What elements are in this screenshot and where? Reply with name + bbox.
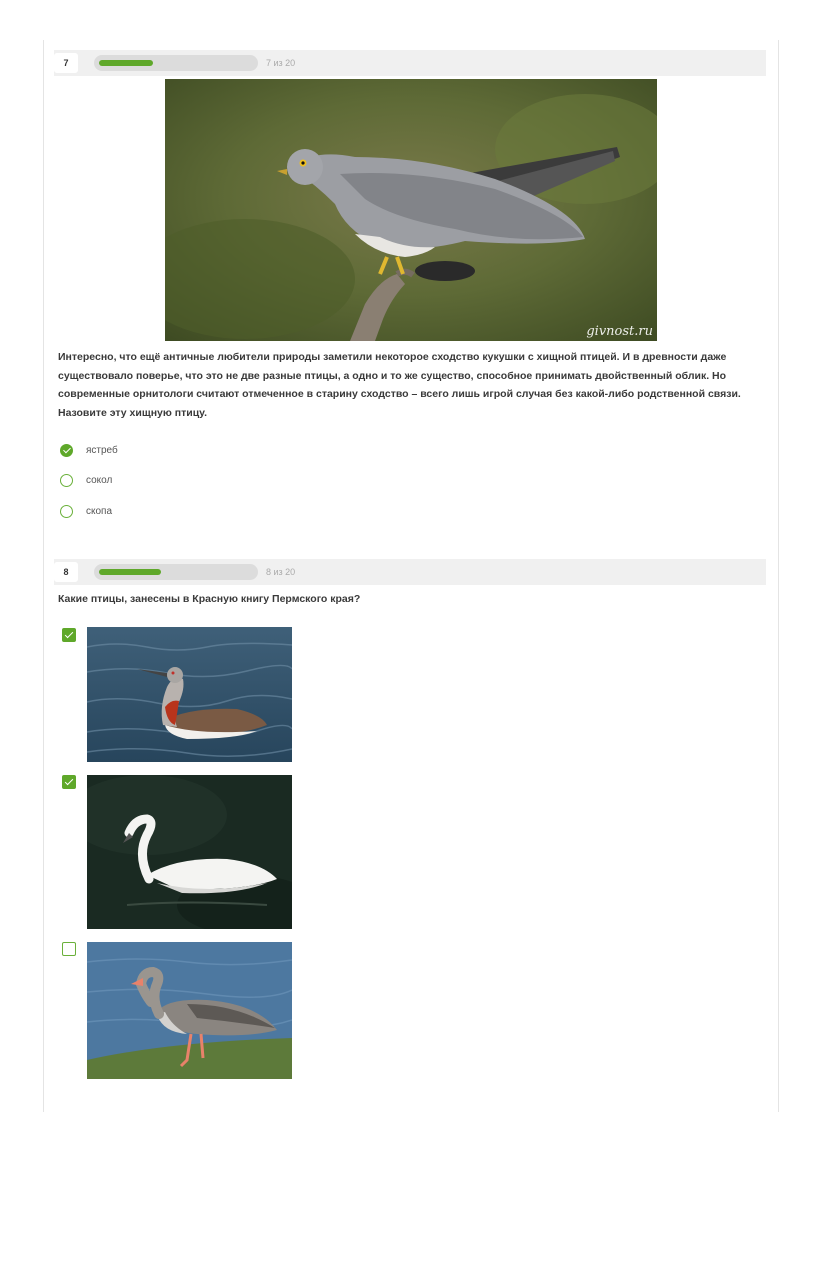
- progress-track: [94, 55, 258, 71]
- question-7-header: [54, 50, 766, 76]
- radio-icon[interactable]: [60, 474, 73, 487]
- option-falcon[interactable]: [60, 470, 112, 490]
- question-counter: 8 из 20: [266, 567, 296, 577]
- progress-fill: [99, 60, 153, 66]
- progress-track: [94, 564, 258, 580]
- question-8-header: [54, 559, 766, 585]
- checkbox-checked-icon[interactable]: [62, 628, 76, 642]
- option-label: ястреб: [86, 444, 118, 456]
- red-throated-loon-image[interactable]: [87, 627, 292, 762]
- greylag-goose-image[interactable]: [87, 942, 292, 1079]
- checkbox-checked-icon[interactable]: [62, 775, 76, 789]
- option-label: скопа: [86, 505, 113, 517]
- question-8-text: Какие птицы, занесены в Красную книгу Пермского края?: [58, 593, 361, 605]
- option-hawk[interactable]: [60, 440, 118, 460]
- radio-icon[interactable]: [60, 505, 73, 518]
- checkbox-icon[interactable]: [62, 942, 76, 956]
- question-number: 7: [54, 53, 78, 73]
- option-label: сокол: [86, 474, 113, 486]
- radio-selected-icon[interactable]: [60, 444, 73, 457]
- cuckoo-image: [165, 79, 657, 341]
- option-osprey[interactable]: [60, 501, 112, 521]
- question-number: 8: [54, 562, 78, 582]
- white-swan-image[interactable]: [87, 775, 292, 929]
- question-7-text: Интересно, что ещё античные любители природы заметили некоторое сходство кукушки с хищной птицей. И в древности даже существовало поверье, что это не две разные птицы, а одно и то же существо, способное принимать двойственный облик. Но современные орнитологи считают отмеченное в старину сходство – всего лишь игрой случая без какой-либо родственной связи. Назовите эту хищную птицу.: [58, 351, 741, 419]
- progress-fill: [99, 569, 161, 575]
- question-counter: 7 из 20: [266, 58, 296, 68]
- image-watermark: givnost.ru: [586, 324, 653, 339]
